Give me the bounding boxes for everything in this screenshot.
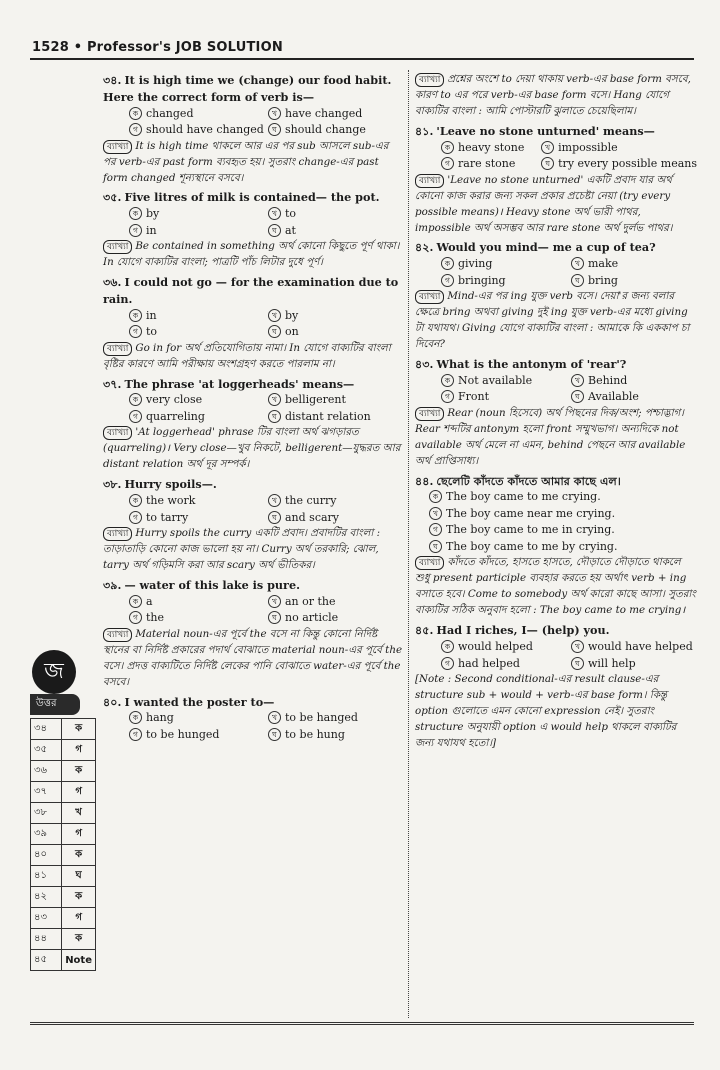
question-text	[415, 473, 697, 490]
option-marker: ক	[441, 640, 454, 653]
question-number: ৪৫.	[415, 623, 434, 638]
option-marker: ক	[129, 393, 142, 406]
option-label: on	[285, 325, 299, 339]
right-column	[415, 72, 697, 754]
option-marker: ঘ	[268, 511, 281, 524]
option-item	[441, 156, 537, 173]
option-marker: ঘ	[541, 157, 554, 170]
option-label: quarreling	[146, 409, 205, 423]
option-marker: গ	[129, 224, 142, 237]
answer-key-row	[31, 887, 96, 908]
option-label: very close	[146, 393, 203, 407]
question-stem: I wanted the poster to—	[124, 694, 275, 709]
question-block	[415, 239, 697, 353]
answer-number: ৩৮	[31, 803, 62, 824]
option-marker: খ	[268, 494, 281, 507]
option-item	[129, 493, 264, 510]
question-stem: ছেলেটি কাঁদতে কাঁদতে আমার কাছে এল।	[436, 473, 621, 488]
question-text	[415, 239, 697, 256]
option-item	[268, 308, 403, 325]
option-item	[571, 656, 697, 673]
option-marker: ঘ	[571, 657, 584, 670]
option-marker: ঘ	[571, 390, 584, 403]
explanation-tag: ব্যাখ্যা	[103, 140, 132, 154]
option-item	[441, 656, 567, 673]
option-label: will help	[588, 656, 636, 670]
option-marker: ক	[129, 595, 142, 608]
option-item	[129, 206, 264, 223]
question-stem: What is the antonym of 'rear'?	[436, 357, 627, 372]
header-rule	[30, 58, 694, 60]
option-marker: ক	[129, 107, 142, 120]
question-number: ৪৪.	[415, 473, 434, 488]
explanation	[103, 239, 403, 271]
question-number: ৪২.	[415, 240, 434, 255]
explanation-text: Be contained in something অর্থ কোনো কিছুতে পূর্ণ থাকা। In যোগে বাক্যটির বাংলা; পাত্রটি পাঁচ লিটার দুধে পূর্ণ।	[103, 240, 400, 269]
option-label: the curry	[285, 494, 337, 508]
answer-option: গ	[62, 740, 96, 761]
option-marker: খ	[268, 309, 281, 322]
option-label: belligerent	[285, 393, 346, 407]
option-label: The boy came to me crying.	[446, 490, 601, 504]
question-number: ৩৪.	[103, 73, 122, 87]
option-item	[129, 392, 264, 409]
question-text	[103, 189, 403, 206]
options-list	[103, 594, 403, 627]
option-item	[268, 409, 403, 426]
explanation-tag: ব্যাখ্যা	[415, 407, 444, 421]
option-label: to	[285, 207, 297, 221]
option-item	[268, 510, 403, 527]
column-divider	[408, 70, 409, 1018]
option-label: The boy came to me in crying.	[446, 523, 615, 537]
explanation	[103, 425, 403, 473]
explanation-tag: ব্যাখ্যা	[103, 240, 132, 254]
option-marker: খ	[429, 507, 442, 520]
option-marker: গ	[129, 728, 142, 741]
left-column	[103, 72, 403, 745]
option-marker: গ	[129, 611, 142, 624]
option-item	[268, 106, 403, 123]
explanation-tag: ব্যাখ্যা	[415, 556, 444, 570]
options-list	[415, 373, 697, 406]
question-stem: The phrase 'at loggerheads' means—	[124, 376, 355, 391]
answer-number: ৪০	[31, 845, 62, 866]
question-stem: Had I riches, I— (help) you.	[436, 623, 610, 638]
option-marker: খ	[268, 207, 281, 220]
question-block	[103, 694, 403, 744]
answer-option: ক	[62, 761, 96, 782]
option-label: at	[285, 223, 296, 237]
question-block	[415, 123, 697, 237]
option-item	[268, 594, 403, 611]
option-label: The boy came to me by crying.	[446, 539, 618, 553]
option-label: the	[146, 611, 165, 625]
answer-key-row	[31, 740, 96, 761]
option-label: to	[146, 325, 158, 339]
option-label: hang	[146, 711, 174, 725]
option-item	[541, 156, 697, 173]
option-marker: খ	[268, 393, 281, 406]
question-number: ৩৮.	[103, 477, 122, 492]
answer-number: ৩৯	[31, 824, 62, 845]
explanation	[103, 341, 403, 373]
page-header: 1528 • Professor's JOB SOLUTION	[32, 40, 283, 55]
option-marker: ক	[129, 207, 142, 220]
option-item	[541, 140, 697, 157]
option-item	[268, 710, 403, 727]
option-label: Not available	[458, 373, 533, 387]
options-list	[103, 493, 403, 526]
option-item	[268, 727, 403, 744]
option-marker: খ	[268, 711, 281, 724]
question-text	[415, 356, 697, 373]
option-item	[415, 489, 697, 506]
question-number: ৩৯.	[103, 577, 122, 592]
question-block	[415, 72, 697, 120]
option-item	[571, 256, 697, 273]
question-text	[103, 577, 403, 594]
option-item	[129, 106, 264, 123]
option-marker: গ	[129, 123, 142, 136]
option-marker: ক	[129, 711, 142, 724]
question-number: ৩৫.	[103, 190, 122, 205]
option-item	[129, 122, 264, 139]
option-label: the work	[146, 494, 196, 508]
options-list	[415, 639, 697, 672]
options-list	[415, 140, 697, 173]
option-label: had helped	[458, 656, 520, 670]
option-item	[129, 710, 264, 727]
option-marker: গ	[441, 274, 454, 287]
question-number: ৩৬.	[103, 275, 122, 290]
option-item	[571, 389, 697, 406]
option-label: to be hung	[285, 727, 345, 741]
option-marker: ক	[441, 374, 454, 387]
options-list	[415, 256, 697, 289]
option-label: in	[146, 223, 157, 237]
option-marker: খ	[571, 640, 584, 653]
question-block	[103, 476, 403, 574]
option-label: giving	[458, 257, 493, 271]
answer-number: ৪২	[31, 887, 62, 908]
answer-key-row	[31, 824, 96, 845]
option-label: heavy stone	[458, 140, 525, 154]
answer-option: ক	[62, 719, 96, 740]
option-item	[441, 140, 537, 157]
question-block	[103, 376, 403, 474]
option-label: an or the	[285, 594, 336, 608]
option-item	[268, 223, 403, 240]
answer-number: ৩৫	[31, 740, 62, 761]
options-list	[103, 106, 403, 139]
question-block	[415, 356, 697, 470]
option-label: and scary	[285, 510, 340, 524]
question-block	[103, 274, 403, 373]
answer-option: ক	[62, 887, 96, 908]
explanation-tag: ব্যাখ্যা	[103, 628, 132, 642]
option-item	[415, 539, 697, 556]
answer-key-row	[31, 908, 96, 929]
answer-number: ৩৬	[31, 761, 62, 782]
explanation	[415, 72, 697, 120]
question-text	[103, 274, 403, 308]
question-number: ৩৭.	[103, 376, 122, 391]
question-block	[103, 577, 403, 691]
option-marker: ঘ	[268, 325, 281, 338]
options-list	[103, 308, 403, 341]
option-item	[268, 610, 403, 627]
option-item	[415, 522, 697, 539]
publisher-logo: জ	[32, 650, 76, 694]
option-label: by	[146, 207, 160, 221]
option-label: should change	[285, 123, 366, 137]
option-label: try every possible means	[558, 157, 697, 171]
explanation-tag: ব্যাখ্যা	[415, 290, 444, 304]
option-label: impossible	[558, 140, 618, 154]
option-item	[268, 206, 403, 223]
answer-option: গ	[62, 908, 96, 929]
option-marker: ঘ	[268, 611, 281, 624]
answer-key	[30, 694, 96, 971]
option-label: bringing	[458, 273, 506, 287]
option-marker: গ	[129, 325, 142, 338]
option-item	[129, 510, 264, 527]
option-label: rare stone	[458, 157, 516, 171]
option-label: distant relation	[285, 409, 371, 423]
question-text	[415, 622, 697, 639]
explanation-text: It is high time থাকলে আর এর পর sub আসলে sub-এর পর verb-এর past form ব্যবহৃত হয়। সুতরাং change-এর past form changed শূন্যস্থানে বসবে।	[103, 139, 389, 184]
options-list	[415, 489, 697, 555]
question-block	[103, 189, 403, 271]
option-item	[129, 324, 264, 341]
question-text	[103, 72, 403, 106]
answer-key-row	[31, 782, 96, 803]
option-item	[268, 122, 403, 139]
option-marker: গ	[429, 523, 442, 536]
option-label: a	[146, 594, 153, 608]
option-item	[129, 727, 264, 744]
option-marker: খ	[268, 107, 281, 120]
explanation-text: কাঁদতে কাঁদতে, হাসতে হাসতে, দৌড়াতে দৌড়াতে থাকলে শুধু present participle ব্যবহার করতে হয় অর্থাৎ verb + ing বসাতে হবে। Come to somebody অর্থ কারো কাছে আসা। সুতরাং বাক্যটির সঠিক অনুবাদ হলো : The boy came to me crying।	[415, 556, 696, 617]
option-marker: খ	[571, 374, 584, 387]
answer-key-row	[31, 719, 96, 740]
option-marker: ক	[441, 141, 454, 154]
option-marker: গ	[441, 657, 454, 670]
question-stem: It is high time we (change) our food habit. Here the correct form of verb is—	[103, 73, 392, 104]
answer-number: ৩৭	[31, 782, 62, 803]
option-marker: ক	[441, 257, 454, 270]
option-item	[129, 610, 264, 627]
option-marker: ক	[129, 309, 142, 322]
option-item	[268, 493, 403, 510]
option-label: to be hunged	[146, 727, 220, 741]
option-item	[129, 594, 264, 611]
explanation-text: Hurry spoils the curry একটি প্রবাদ। প্রবাদটির বাংলা : তাড়াতাড়ি কোনো কাজ ভালো হয় না। Curry অর্থ তরকারি; ঝোল, tarry অর্থ গড়িমসি করা আর scary অর্থ ভীতিকর।	[103, 527, 381, 572]
explanation-text: প্রশ্নের অংশে to দেয়া থাকায় verb-এর base form বসবে, কারণ to এর পরে verb-এর base form বসে। Hang যোগে বাক্যটির বাংলা : আমি পোস্টারটি ঝুলাতে চেয়েছিলাম।	[415, 73, 691, 117]
option-marker: খ	[571, 257, 584, 270]
explanation	[415, 555, 697, 619]
explanation-text: Mind-এর পর ing যুক্ত verb বসে। দেয়া'র জন্য বলার ক্ষেত্রে bring অথবা giving দুই ing যুক্ত verb-এর মধ্যে giving টা যথাযথ। Giving যোগে বাক্যটির বাংলা : আমাকে কি এককাপ চা দিবেন?	[415, 290, 690, 351]
explanation-tag: ব্যাখ্যা	[103, 426, 132, 440]
explanation-text: 'At loggerhead' phrase টির বাংলা অর্থ ঝগড়ারত (quarreling)। Very close—খুব নিকটে, belligerent—যুদ্ধরত আর distant relation অর্থ দূর সম্পর্ক।	[103, 426, 401, 471]
explanation	[415, 406, 697, 470]
options-list	[103, 206, 403, 239]
option-label: to be hanged	[285, 711, 358, 725]
option-marker: গ	[129, 511, 142, 524]
answer-number: ৩৪	[31, 719, 62, 740]
answer-number: ৪৪	[31, 929, 62, 950]
option-item	[129, 308, 264, 325]
question-stem: Five litres of milk is contained— the pot.	[124, 190, 380, 205]
answer-option: গ	[62, 824, 96, 845]
question-text	[103, 376, 403, 393]
question-number: ৪০.	[103, 694, 122, 709]
option-label: The boy came near me crying.	[446, 506, 616, 520]
question-text	[103, 476, 403, 493]
option-item	[129, 223, 264, 240]
question-text	[415, 123, 697, 140]
option-marker: ঘ	[268, 123, 281, 136]
option-label: make	[588, 257, 619, 271]
explanation	[103, 526, 403, 574]
answer-option: ক	[62, 929, 96, 950]
option-marker: গ	[441, 157, 454, 170]
option-label: Available	[588, 390, 639, 404]
answer-number: ৪৫	[31, 950, 62, 971]
answer-key-label: উত্তর	[30, 694, 80, 715]
answer-key-row	[31, 866, 96, 887]
question-block	[415, 473, 697, 620]
option-label: in	[146, 308, 157, 322]
answer-key-row	[31, 845, 96, 866]
answer-key-row	[31, 761, 96, 782]
option-item	[441, 373, 567, 390]
question-number: ৪১.	[415, 123, 434, 138]
option-label: changed	[146, 106, 194, 120]
question-stem: Hurry spoils—.	[124, 477, 217, 492]
explanation	[415, 173, 697, 237]
option-marker: ঘ	[268, 728, 281, 741]
option-label: would helped	[458, 640, 533, 654]
explanation-text: Material noun-এর পূর্বে the বসে না কিন্তু কোনো নির্দিষ্ট স্থানের বা নির্দিষ্ট প্রকারের পদার্থ বোঝাতে material noun-এর পূর্বে the বসে। প্রদত্ত বাক্যটিতে নির্দিষ্ট লেকের পানি বোঝাতে water-এর পূর্বে the বসবে।	[103, 627, 403, 688]
question-stem: — water of this lake is pure.	[124, 577, 300, 592]
option-item	[441, 389, 567, 406]
option-label: by	[285, 308, 299, 322]
option-marker: ঘ	[571, 274, 584, 287]
option-label: Front	[458, 390, 490, 404]
explanation-text: Go in for অর্থ প্রতিযোগিতায় নামা। In যোগে বাক্যটির বাংলা বৃষ্টির কারণে আমি পরীক্ষায় অংশগ্রহণ করতে পারলাম না।	[103, 341, 391, 370]
option-item	[571, 639, 697, 656]
answer-number: ৪৩	[31, 908, 62, 929]
option-marker: ক	[129, 494, 142, 507]
option-item	[571, 273, 697, 290]
answer-key-table	[30, 718, 96, 971]
note-text: [Note : Second conditional-এর result clause-এর structure sub + would + verb-এর base form। কিন্তু option গুলোতে এমন কোনো expression নেই। সুতরাং structure অনুযায়ী option এ would help থাকলে বাক্যটির জন্য যথাযথ হতো।]	[415, 673, 677, 749]
option-label: would have helped	[588, 640, 693, 654]
explanation-text: 'Leave no stone unturned' একটি প্রবাদ যার অর্থ কোনো কাজ করার জন্য সকল প্রকার প্রচেষ্টা নেয়া (try every possible means)। Heavy stone অর্থ ভারী পাথর, impossible অর্থ অসম্ভব আর rare stone অর্থ দুর্লভ পাথর।	[415, 173, 673, 234]
option-label: bring	[588, 273, 618, 287]
option-label: Behind	[588, 373, 628, 387]
answer-key-row	[31, 950, 96, 971]
options-list	[103, 392, 403, 425]
option-label: to tarry	[146, 510, 189, 524]
option-marker: ক	[429, 490, 442, 503]
answer-key-row	[31, 929, 96, 950]
question-text	[103, 694, 403, 711]
option-label: have changed	[285, 106, 363, 120]
answer-option: ক	[62, 845, 96, 866]
explanation	[103, 627, 403, 691]
bottom-rule	[30, 1022, 694, 1025]
answer-option: ঘ	[62, 866, 96, 887]
option-item	[268, 324, 403, 341]
answer-option: Note	[62, 950, 96, 971]
option-marker: খ	[541, 141, 554, 154]
explanation-tag: ব্যাখ্যা	[103, 527, 132, 541]
question-stem: Would you mind— me a cup of tea?	[436, 240, 656, 255]
question-block	[415, 622, 697, 752]
option-label: no article	[285, 611, 339, 625]
option-marker: ঘ	[268, 224, 281, 237]
option-marker: গ	[129, 410, 142, 423]
explanation	[415, 289, 697, 353]
option-marker: ঘ	[268, 410, 281, 423]
option-item	[415, 506, 697, 523]
answer-key-row	[31, 803, 96, 824]
answer-number: ৪১	[31, 866, 62, 887]
question-number: ৪৩.	[415, 357, 434, 372]
option-item	[441, 639, 567, 656]
option-marker: ঘ	[429, 540, 442, 553]
explanation-tag: ব্যাখ্যা	[415, 73, 444, 87]
option-item	[441, 256, 567, 273]
question-stem: 'Leave no stone unturned' means—	[436, 123, 655, 138]
question-block	[103, 72, 403, 186]
answer-option: গ	[62, 782, 96, 803]
explanation	[103, 139, 403, 187]
option-item	[441, 273, 567, 290]
option-marker: গ	[441, 390, 454, 403]
question-stem: I could not go — for the examination due to rain.	[103, 275, 399, 306]
option-item	[571, 373, 697, 390]
explanation-tag: ব্যাখ্যা	[103, 342, 132, 356]
option-marker: খ	[268, 595, 281, 608]
explanation-tag: ব্যাখ্যা	[415, 174, 444, 188]
option-item	[268, 392, 403, 409]
answer-option: খ	[62, 803, 96, 824]
explanation-text: Rear (noun হিসেবে) অর্থ পিছনের দিক/অংশ; পশ্চাদ্ভাগ। Rear শব্দটির antonym হলো front সম্মুখভাগ। অন্যদিকে not available অর্থ মেলে না এমন, behind পেছনে আর available অর্থ প্রাপ্তিসাধ্য।	[415, 406, 686, 467]
options-list	[103, 710, 403, 743]
option-label: should have changed	[146, 123, 264, 137]
option-item	[129, 409, 264, 426]
